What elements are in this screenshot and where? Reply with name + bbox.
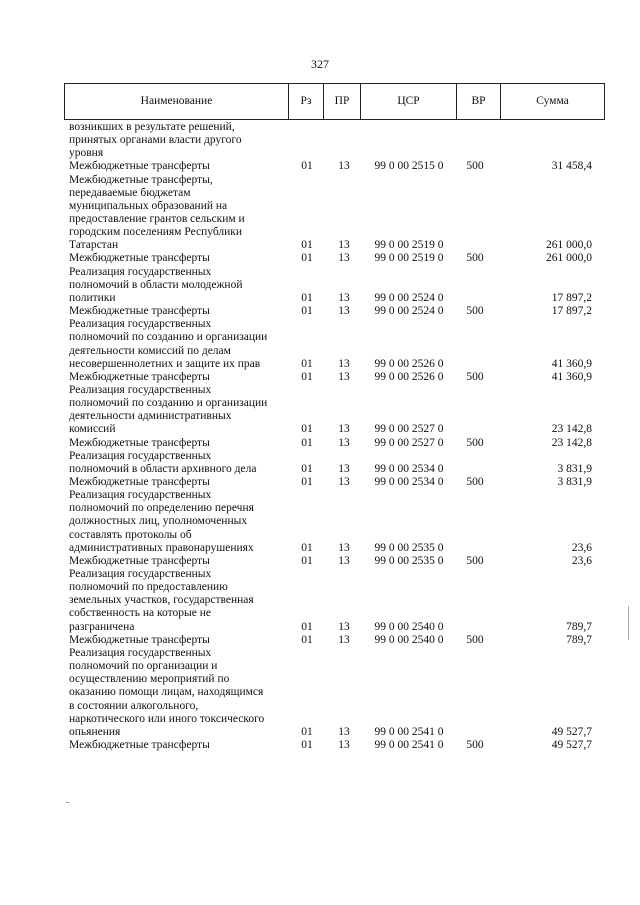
cell-pr: 13 <box>338 725 350 738</box>
table-row <box>0 384 640 437</box>
cell-rz: 01 <box>301 541 313 554</box>
cell-csr: 99 0 00 2535 0 <box>374 541 444 554</box>
table-row <box>0 437 640 450</box>
cell-sum: 23,6 <box>571 554 592 567</box>
cell-sum: 17 897,2 <box>551 305 592 318</box>
cell-name: Межбюджетные трансферты, передаваемые бюджетам муниципальных образований на предоставление грантов сельским и городским поселениям Республики Татарстан <box>69 173 245 252</box>
cell-rz: 01 <box>301 725 313 738</box>
cell-sum: 31 458,4 <box>551 160 592 173</box>
cell-rz: 01 <box>301 436 313 449</box>
cell-pr: 13 <box>338 357 350 370</box>
cell-csr: 99 0 00 2540 0 <box>374 633 444 646</box>
cell-csr: 99 0 00 2524 0 <box>374 291 444 304</box>
table-row <box>0 568 640 634</box>
table-row <box>0 634 640 647</box>
cell-csr: 99 0 00 2526 0 <box>374 370 444 383</box>
table-row <box>0 489 640 555</box>
cell-csr: 99 0 00 2519 0 <box>374 252 444 265</box>
header-rz: Рз <box>300 95 312 107</box>
cell-pr: 13 <box>338 291 350 304</box>
cell-vr: 500 <box>466 554 484 567</box>
cell-csr: 99 0 00 2534 0 <box>374 462 444 475</box>
cell-sum: 23,6 <box>571 541 592 554</box>
cell-name: Межбюджетные трансферты <box>69 738 210 751</box>
cell-pr: 13 <box>338 462 350 475</box>
cell-name: Межбюджетные трансферты <box>69 160 210 173</box>
cell-sum: 3 831,9 <box>557 475 592 488</box>
cell-pr: 13 <box>338 633 350 646</box>
cell-csr: 99 0 00 2524 0 <box>374 305 444 318</box>
table-row <box>0 739 640 752</box>
header-name: Наименование <box>140 95 213 107</box>
cell-csr: 99 0 00 2527 0 <box>374 436 444 449</box>
cell-vr: 500 <box>466 160 484 173</box>
cell-vr: 500 <box>466 370 484 383</box>
cell-csr: 99 0 00 2535 0 <box>374 554 444 567</box>
cell-vr: 500 <box>466 252 484 265</box>
cell-sum: 49 527,7 <box>551 738 592 751</box>
cell-rz: 01 <box>301 252 313 265</box>
cell-sum: 17 897,2 <box>551 291 592 304</box>
header-vr: ВР <box>471 95 486 107</box>
cell-pr: 13 <box>338 541 350 554</box>
cell-sum: 49 527,7 <box>551 725 592 738</box>
cell-name: Реализация государственных полномочий по предоставлению земельных участков, государственная собственность на которые не разграничена <box>69 567 254 633</box>
table-row <box>0 174 640 253</box>
table-row <box>0 555 640 568</box>
cell-vr: 500 <box>466 633 484 646</box>
cell-rz: 01 <box>301 160 313 173</box>
table-row <box>0 252 640 265</box>
cell-csr: 99 0 00 2541 0 <box>374 738 444 751</box>
cell-rz: 01 <box>301 462 313 475</box>
header-sum: Сумма <box>536 95 569 107</box>
cell-vr: 500 <box>466 738 484 751</box>
cell-name: Реализация государственных полномочий по созданию и организации деятельности административных комиссий <box>69 383 268 436</box>
cell-rz: 01 <box>301 357 313 370</box>
cell-pr: 13 <box>338 738 350 751</box>
table-row <box>0 318 640 371</box>
scan-artifact <box>66 802 69 803</box>
cell-pr: 13 <box>338 423 350 436</box>
cell-pr: 13 <box>338 475 350 488</box>
cell-name: Межбюджетные трансферты <box>69 305 210 318</box>
cell-pr: 13 <box>338 252 350 265</box>
cell-sum: 23 142,8 <box>551 423 592 436</box>
table-row <box>0 476 640 489</box>
cell-pr: 13 <box>338 370 350 383</box>
cell-name: Межбюджетные трансферты <box>69 370 210 383</box>
cell-rz: 01 <box>301 620 313 633</box>
cell-pr: 13 <box>338 554 350 567</box>
cell-sum: 23 142,8 <box>551 436 592 449</box>
table-body <box>0 121 640 752</box>
cell-csr: 99 0 00 2534 0 <box>374 475 444 488</box>
cell-sum: 261 000,0 <box>546 239 592 252</box>
table-row <box>0 647 640 739</box>
cell-name: Реализация государственных полномочий по определению перечня должностных лиц, уполномоченных составлять протоколы об административных правонарушениях <box>69 489 254 554</box>
cell-pr: 13 <box>338 305 350 318</box>
table-row <box>0 266 640 305</box>
cell-sum: 41 360,9 <box>551 357 592 370</box>
page-number: 327 <box>311 57 329 71</box>
cell-rz: 01 <box>301 475 313 488</box>
cell-name: Межбюджетные трансферты <box>69 633 210 646</box>
cell-sum: 789,7 <box>566 620 592 633</box>
cell-csr: 99 0 00 2540 0 <box>374 620 444 633</box>
cell-pr: 13 <box>338 436 350 449</box>
table-row <box>0 371 640 384</box>
scan-artifact <box>628 606 629 640</box>
table-header <box>64 83 605 120</box>
cell-name: Межбюджетные трансферты <box>69 554 210 567</box>
cell-rz: 01 <box>301 423 313 436</box>
cell-rz: 01 <box>301 291 313 304</box>
cell-name: возникших в результате решений, принятых органами власти другого уровня <box>69 121 242 160</box>
table-row <box>0 160 640 173</box>
cell-rz: 01 <box>301 370 313 383</box>
cell-csr: 99 0 00 2526 0 <box>374 357 444 370</box>
cell-name: Межбюджетные трансферты <box>69 252 210 265</box>
cell-pr: 13 <box>338 160 350 173</box>
cell-name: Реализация государственных полномочий по созданию и организации деятельности комиссий по делам несовершеннолетних и защите их прав <box>69 318 268 370</box>
cell-csr: 99 0 00 2527 0 <box>374 423 444 436</box>
cell-sum: 261 000,0 <box>546 252 592 265</box>
cell-rz: 01 <box>301 738 313 751</box>
cell-rz: 01 <box>301 633 313 646</box>
cell-rz: 01 <box>301 554 313 567</box>
cell-csr: 99 0 00 2515 0 <box>374 160 444 173</box>
cell-name: Реализация государственных полномочий в области архивного дела <box>69 449 257 475</box>
header-pr: ПР <box>334 95 350 107</box>
cell-name: Межбюджетные трансферты <box>69 475 210 488</box>
cell-name: Межбюджетные трансферты <box>69 436 210 449</box>
cell-pr: 13 <box>338 239 350 252</box>
table-row <box>0 305 640 318</box>
table-row <box>0 121 640 160</box>
cell-sum: 41 360,9 <box>551 370 592 383</box>
table-row <box>0 450 640 476</box>
cell-csr: 99 0 00 2519 0 <box>374 239 444 252</box>
cell-name: Реализация государственных полномочий в области молодежной политики <box>69 265 243 304</box>
cell-vr: 500 <box>466 436 484 449</box>
cell-pr: 13 <box>338 620 350 633</box>
cell-csr: 99 0 00 2541 0 <box>374 725 444 738</box>
cell-name: Реализация государственных полномочий по организации и осуществлению мероприятий по оказанию помощи лицам, находящимся в состоянии алкогольного, наркотического или иного токсического опьянения <box>69 646 265 738</box>
cell-rz: 01 <box>301 305 313 318</box>
cell-sum: 3 831,9 <box>557 462 592 475</box>
cell-vr: 500 <box>466 475 484 488</box>
cell-sum: 789,7 <box>566 633 592 646</box>
cell-rz: 01 <box>301 239 313 252</box>
cell-vr: 500 <box>466 305 484 318</box>
header-csr: ЦСР <box>397 95 420 107</box>
